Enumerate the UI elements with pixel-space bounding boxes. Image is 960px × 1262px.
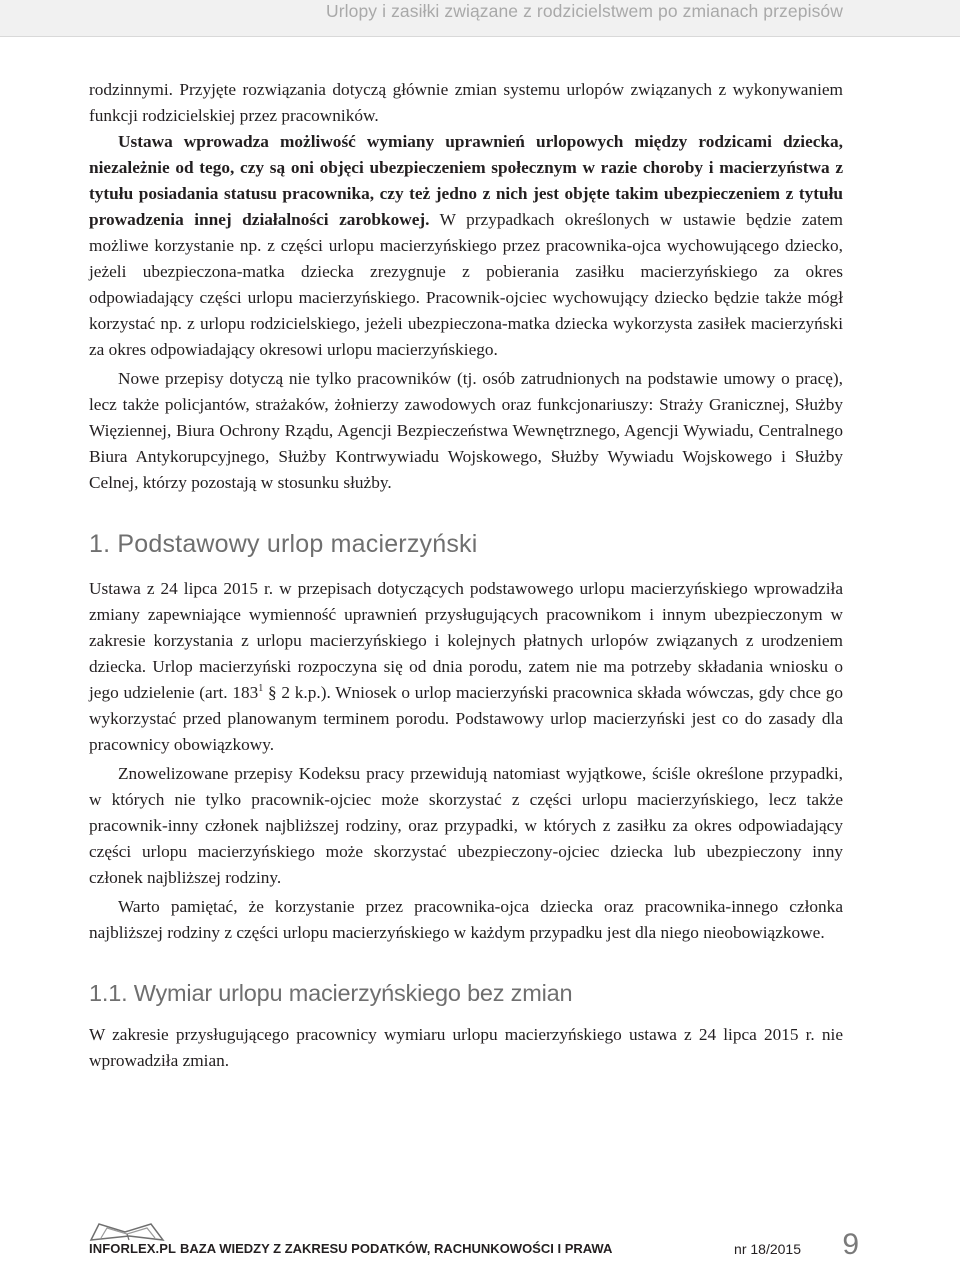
paragraph-continuation: rodzinnymi. Przyjęte rozwiązania dotyczą głównie zmian systemu urlopów związanych z wykonywaniem funkcji rodzicielskiej przez pracowników.	[89, 80, 843, 125]
running-header	[0, 0, 960, 37]
section-heading-basic-leave: 1. Podstawowy urlop macierzyński	[89, 530, 478, 558]
page-footer	[89, 1220, 859, 1260]
footer-brand: INFORLEX.PL	[89, 1241, 177, 1256]
paragraph-rest: W przypadkach określonych w ustawie będzie zatem możliwe korzystanie np. z części urlopu macierzyńskiego przez pracownika-ojca wychowującego dziecko, jeżeli ubezpieczona-matka dziecka zrezygnuje z pobierania zasiłku macierzyńskiego za okres odpowiadający części urlopu macierzyńskiego. Pracownik-ojciec wychowujący dziecko będzie także mógł korzystać np. z urlopu rodzicielskiego, jeżeli ubezpieczona-matka dziecka wykorzysta zasiłek macierzyński za okres odpowiadający okresowi urlopu macierzyńskiego.	[89, 210, 843, 359]
page-number: 9	[842, 1228, 859, 1261]
book-logo-icon	[89, 1220, 167, 1242]
running-title: Urlopy i zasiłki związane z rodzicielstwem po zmianach przepisów	[325, 1, 843, 21]
paragraph-amended-rules: Znowelizowane przepisy Kodeksu pracy przewidują natomiast wyjątkowe, ściśle określone przypadki, w których nie tylko pracownik-ojciec może skorzystać z części urlopu macierzyńskiego, lecz także pracownik-inny członek najbliższej rodziny, oraz przypadki, w których z zasiłku za okres odpowiadający części urlopu macierzyńskiego może skorzystać ubezpieczony-ojciec dziecka lub ubezpieczony inny członek najbliższej rodziny.	[89, 764, 843, 887]
paragraph-exchange-rights	[89, 129, 843, 363]
paragraph-basic-leave-part1: Ustawa z 24 lipca 2015 r. w przepisach dotyczących podstawowego urlopu macierzyńskiego wprowadziła zmiany zapewniające wymienność uprawnień przysługujących pracownikom i innym ubezpieczonym w zakresie korzystania z urlopu macierzyńskiego i kolejnych płatnych urlopów związanych z urodzeniem dziecka. Urlop macierzyński rozpoczyna się od dnia porodu, zatem nie ma potrzeby składania wniosku o jego udzielenie (art. 183	[89, 579, 843, 702]
paragraph-optional: Warto pamiętać, że korzystanie przez pracownika-ojca dziecka oraz pracownika-innego członka najbliższej rodziny z części urlopu macierzyńskiego w każdym przypadku jest dla niego nieobowiązkowe.	[89, 897, 843, 942]
paragraph-new-rules: Nowe przepisy dotyczą nie tylko pracowników (tj. osób zatrudnionych na podstawie umowy o pracę), lecz także policjantów, strażaków, żołnierzy zawodowych oraz funkcjonariuszy: Straży Granicznej, Służby Więziennej, Biura Ochrony Rządu, Agencji Bezpieczeństwa Wewnętrznego, Agencji Wywiadu, Centralnego Biura Antykorupcyjnego, Służby Kontrwywiadu Wojskowego, Służby Wywiadu Wojskowego i Służby Celnej, którzy pozostają w stosunku służby.	[89, 369, 843, 492]
subsection-heading-leave-length: 1.1. Wymiar urlopu macierzyńskiego bez zmian	[89, 980, 573, 1006]
paragraph-bold-lead: Ustawa wprowadza możliwość wymiany uprawnień urlopowych między rodzicami dziecka, niezależnie od tego, czy są oni objęci ubezpieczeniem społecznym w razie choroby i macierzyństwa z tytułu posiadania statusu pracownika, czy też jedno z nich jest objęte takim ubezpieczeniem z tytułu prowadzenia innej działalności zarobkowej.	[89, 132, 843, 229]
paragraph-basic-leave	[89, 576, 843, 758]
paragraph-basic-leave-part2: § 2 k.p.). Wniosek o urlop macierzyński pracownica składa wówczas, gdy chce go wykorzystać przed planowanym terminem porodu. Podstawowy urlop macierzyński jest co do zasady dla pracownicy obowiązkowy.	[89, 683, 843, 754]
article-superscript: 1	[258, 683, 264, 695]
issue-number: nr 18/2015	[734, 1241, 801, 1257]
paragraph-leave-length: W zakresie przysługującego pracownicy wymiaru urlopu macierzyńskiego ustawa z 24 lipca 2015 r. nie wprowadziła zmian.	[89, 1025, 843, 1070]
footer-subtitle: BAZA WIEDZY Z ZAKRESU PODATKÓW, RACHUNKOWOŚCI I PRAWA	[180, 1241, 613, 1256]
page-content	[89, 77, 843, 1074]
